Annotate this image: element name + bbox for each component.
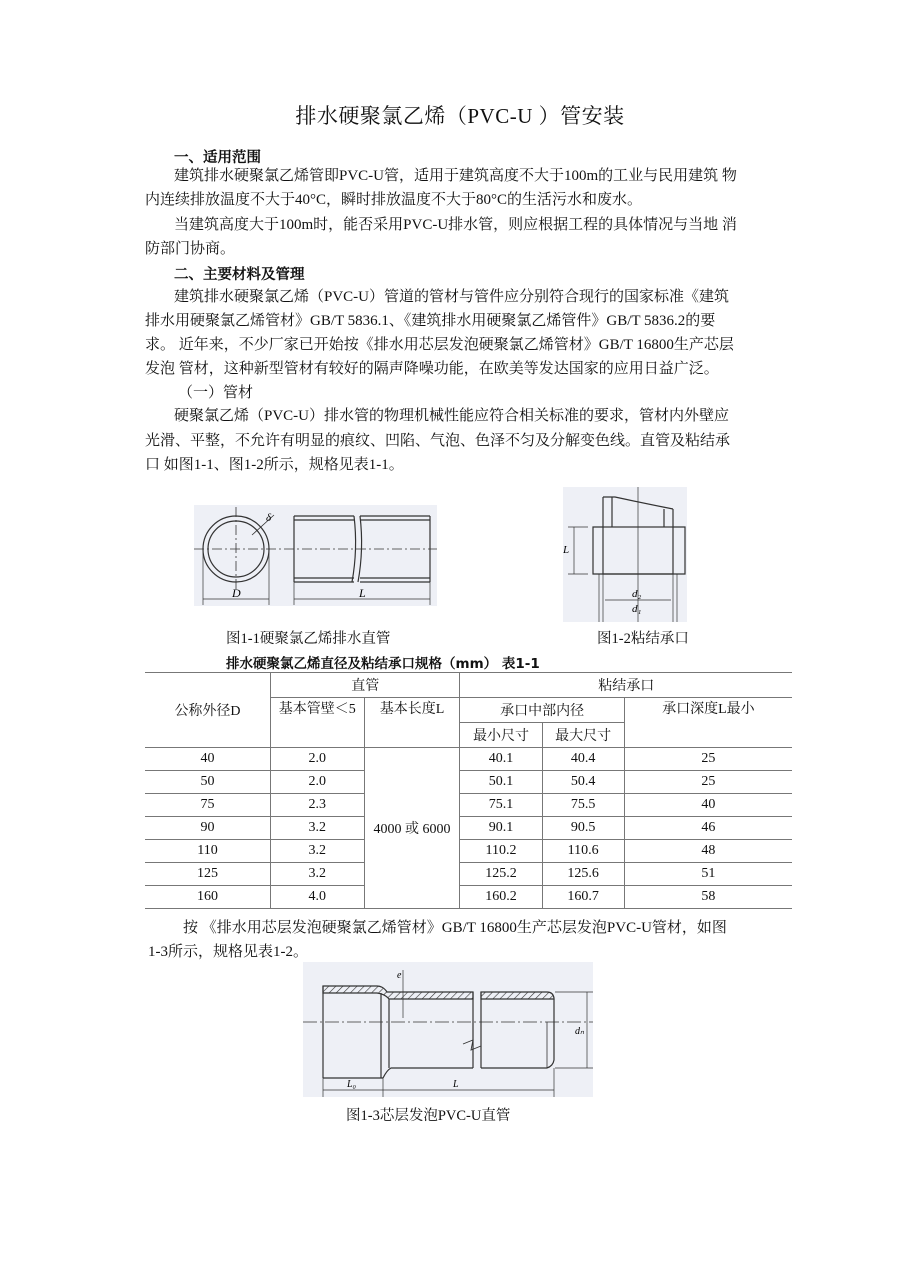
table-row [145, 794, 792, 817]
figure-1-3-caption: 图1-3芯层发泡PVC-U直管 [346, 1108, 511, 1124]
cell-min-size: 125.2 [460, 863, 542, 886]
cell-min-size: 90.1 [460, 817, 542, 840]
header-socket-depth: 承口深度L最小 [624, 698, 792, 748]
paragraph-line: 发泡 管材，这种新型管材有较好的隔声降噪功能，在欧美等发达国家的应用日益广泛。 [145, 361, 719, 377]
foam-core-pipe-drawing [303, 962, 593, 1097]
label-d: D [232, 586, 241, 600]
table-row [145, 886, 792, 909]
paragraph-line: 当建筑高度大于100m时，能否采用PVC-U排水管，则应根据工程的具体情况与当地 消 [174, 217, 737, 233]
label-l: L [563, 544, 570, 556]
label-l: L [359, 586, 366, 600]
figure-1-1-caption: 图1-1硬聚氯乙烯排水直管 [226, 631, 391, 647]
cell-socket-depth: 51 [624, 863, 792, 886]
label-e: e [397, 970, 402, 981]
header-max-size: 最大尺寸 [542, 723, 624, 748]
label-d1: d₁ [632, 603, 642, 615]
paragraph-line: 建筑排水硬聚氯乙烯（PVC-U）管道的管材与管件应分别符合现行的国家标准《建筑 [174, 289, 730, 305]
cell-socket-depth: 25 [624, 748, 792, 771]
paragraph-line: 1-3所示，规格见表1-2。 [148, 944, 308, 960]
table-row [145, 863, 792, 886]
cell-wall: 3.2 [271, 840, 365, 863]
header-mid-inner-dia: 承口中部内径 [460, 698, 624, 723]
paragraph-line: 内连续排放温度不大于40°C，瞬时排放温度不大于80°C的生活污水和废水。 [145, 192, 643, 208]
cell-min-size: 110.2 [460, 840, 542, 863]
header-nominal-od: 公称外径D [145, 673, 271, 748]
figure-1-1-straight-pipe [194, 505, 437, 606]
figure-1-2-caption: 图1-2粘结承口 [597, 631, 689, 647]
header-socket: 粘结承口 [460, 673, 792, 698]
table-row [145, 840, 792, 863]
cell-nominal-od: 40 [145, 748, 271, 771]
paragraph-line: 建筑排水硬聚氯乙烯管即PVC-U管，适用于建筑高度不大于100m的工业与民用建筑 物 [174, 168, 737, 184]
cell-socket-depth: 48 [624, 840, 792, 863]
cell-socket-depth: 25 [624, 771, 792, 794]
figure-1-2-socket [563, 487, 687, 622]
spec-table [145, 672, 792, 909]
paragraph-line: 口 如图1-1、图1-2所示，规格见表1-1。 [145, 457, 404, 473]
cell-wall: 3.2 [271, 817, 365, 840]
cell-max-size: 110.6 [542, 840, 624, 863]
cell-socket-depth: 40 [624, 794, 792, 817]
document-title: 排水硬聚氯乙烯（PVC-U ）管安装 [295, 104, 625, 128]
paragraph-line: 硬聚氯乙烯（PVC-U）排水管的物理机械性能应符合相关标准的要求，管材内外壁应 [174, 408, 730, 424]
cell-socket-depth: 46 [624, 817, 792, 840]
cell-max-size: 50.4 [542, 771, 624, 794]
section-heading-scope: 一、适用范围 [174, 150, 261, 166]
straight-pipe-drawing [194, 505, 437, 606]
cell-length: 4000 或 6000 [364, 748, 460, 909]
table-row [145, 748, 792, 771]
paragraph-line: 按 《排水用芯层发泡硬聚氯乙烯管材》GB/T 16800生产芯层发泡PVC-U管材，如图 [183, 920, 727, 936]
header-wall: 基本管壁＜5 [271, 698, 365, 748]
socket-drawing [563, 487, 687, 622]
cell-nominal-od: 110 [145, 840, 271, 863]
table-caption: 排水硬聚氯乙烯直径及粘结承口规格（mm） 表1-1 [226, 656, 540, 672]
cell-nominal-od: 90 [145, 817, 271, 840]
cell-max-size: 160.7 [542, 886, 624, 909]
cell-wall: 4.0 [271, 886, 365, 909]
table-row [145, 817, 792, 840]
cell-max-size: 40.4 [542, 748, 624, 771]
cell-max-size: 90.5 [542, 817, 624, 840]
section-heading-materials: 二、主要材料及管理 [174, 267, 305, 283]
header-straight-pipe: 直管 [271, 673, 460, 698]
cell-socket-depth: 58 [624, 886, 792, 909]
paragraph-line: 排水用硬聚氯乙烯管材》GB/T 5836.1、《建筑排水用硬聚氯乙烯管件》GB/T 5836.2的要 [145, 313, 716, 329]
label-l0: L₀ [347, 1079, 357, 1090]
header-length: 基本长度L [364, 698, 460, 748]
cell-nominal-od: 125 [145, 863, 271, 886]
label-dn: dₙ [575, 1026, 584, 1037]
label-d2: d₂ [632, 588, 642, 600]
cell-nominal-od: 75 [145, 794, 271, 817]
label-l: L [453, 1079, 459, 1090]
cell-wall: 3.2 [271, 863, 365, 886]
figure-1-3-foam-core-pipe [303, 962, 593, 1097]
paragraph-line: 光滑、平整，不允许有明显的痕纹、凹陷、气泡、色泽不匀及分解变色线。直管及粘结承 [145, 433, 731, 449]
cell-min-size: 50.1 [460, 771, 542, 794]
cell-min-size: 75.1 [460, 794, 542, 817]
header-min-size: 最小尺寸 [460, 723, 542, 748]
paragraph-line: 防部门协商。 [145, 241, 236, 257]
cell-min-size: 160.2 [460, 886, 542, 909]
cell-nominal-od: 50 [145, 771, 271, 794]
subsection-heading-pipe: （一）管材 [178, 385, 254, 401]
cell-wall: 2.3 [271, 794, 365, 817]
cell-nominal-od: 160 [145, 886, 271, 909]
cell-wall: 2.0 [271, 771, 365, 794]
paragraph-line: 求。 近年来，不少厂家已开始按《排水用芯层发泡硬聚氯乙烯管材》GB/T 16800生产芯层 [145, 337, 734, 353]
cell-max-size: 125.6 [542, 863, 624, 886]
cell-max-size: 75.5 [542, 794, 624, 817]
table-row [145, 771, 792, 794]
label-delta: δ [266, 512, 272, 524]
cell-min-size: 40.1 [460, 748, 542, 771]
cell-wall: 2.0 [271, 748, 365, 771]
